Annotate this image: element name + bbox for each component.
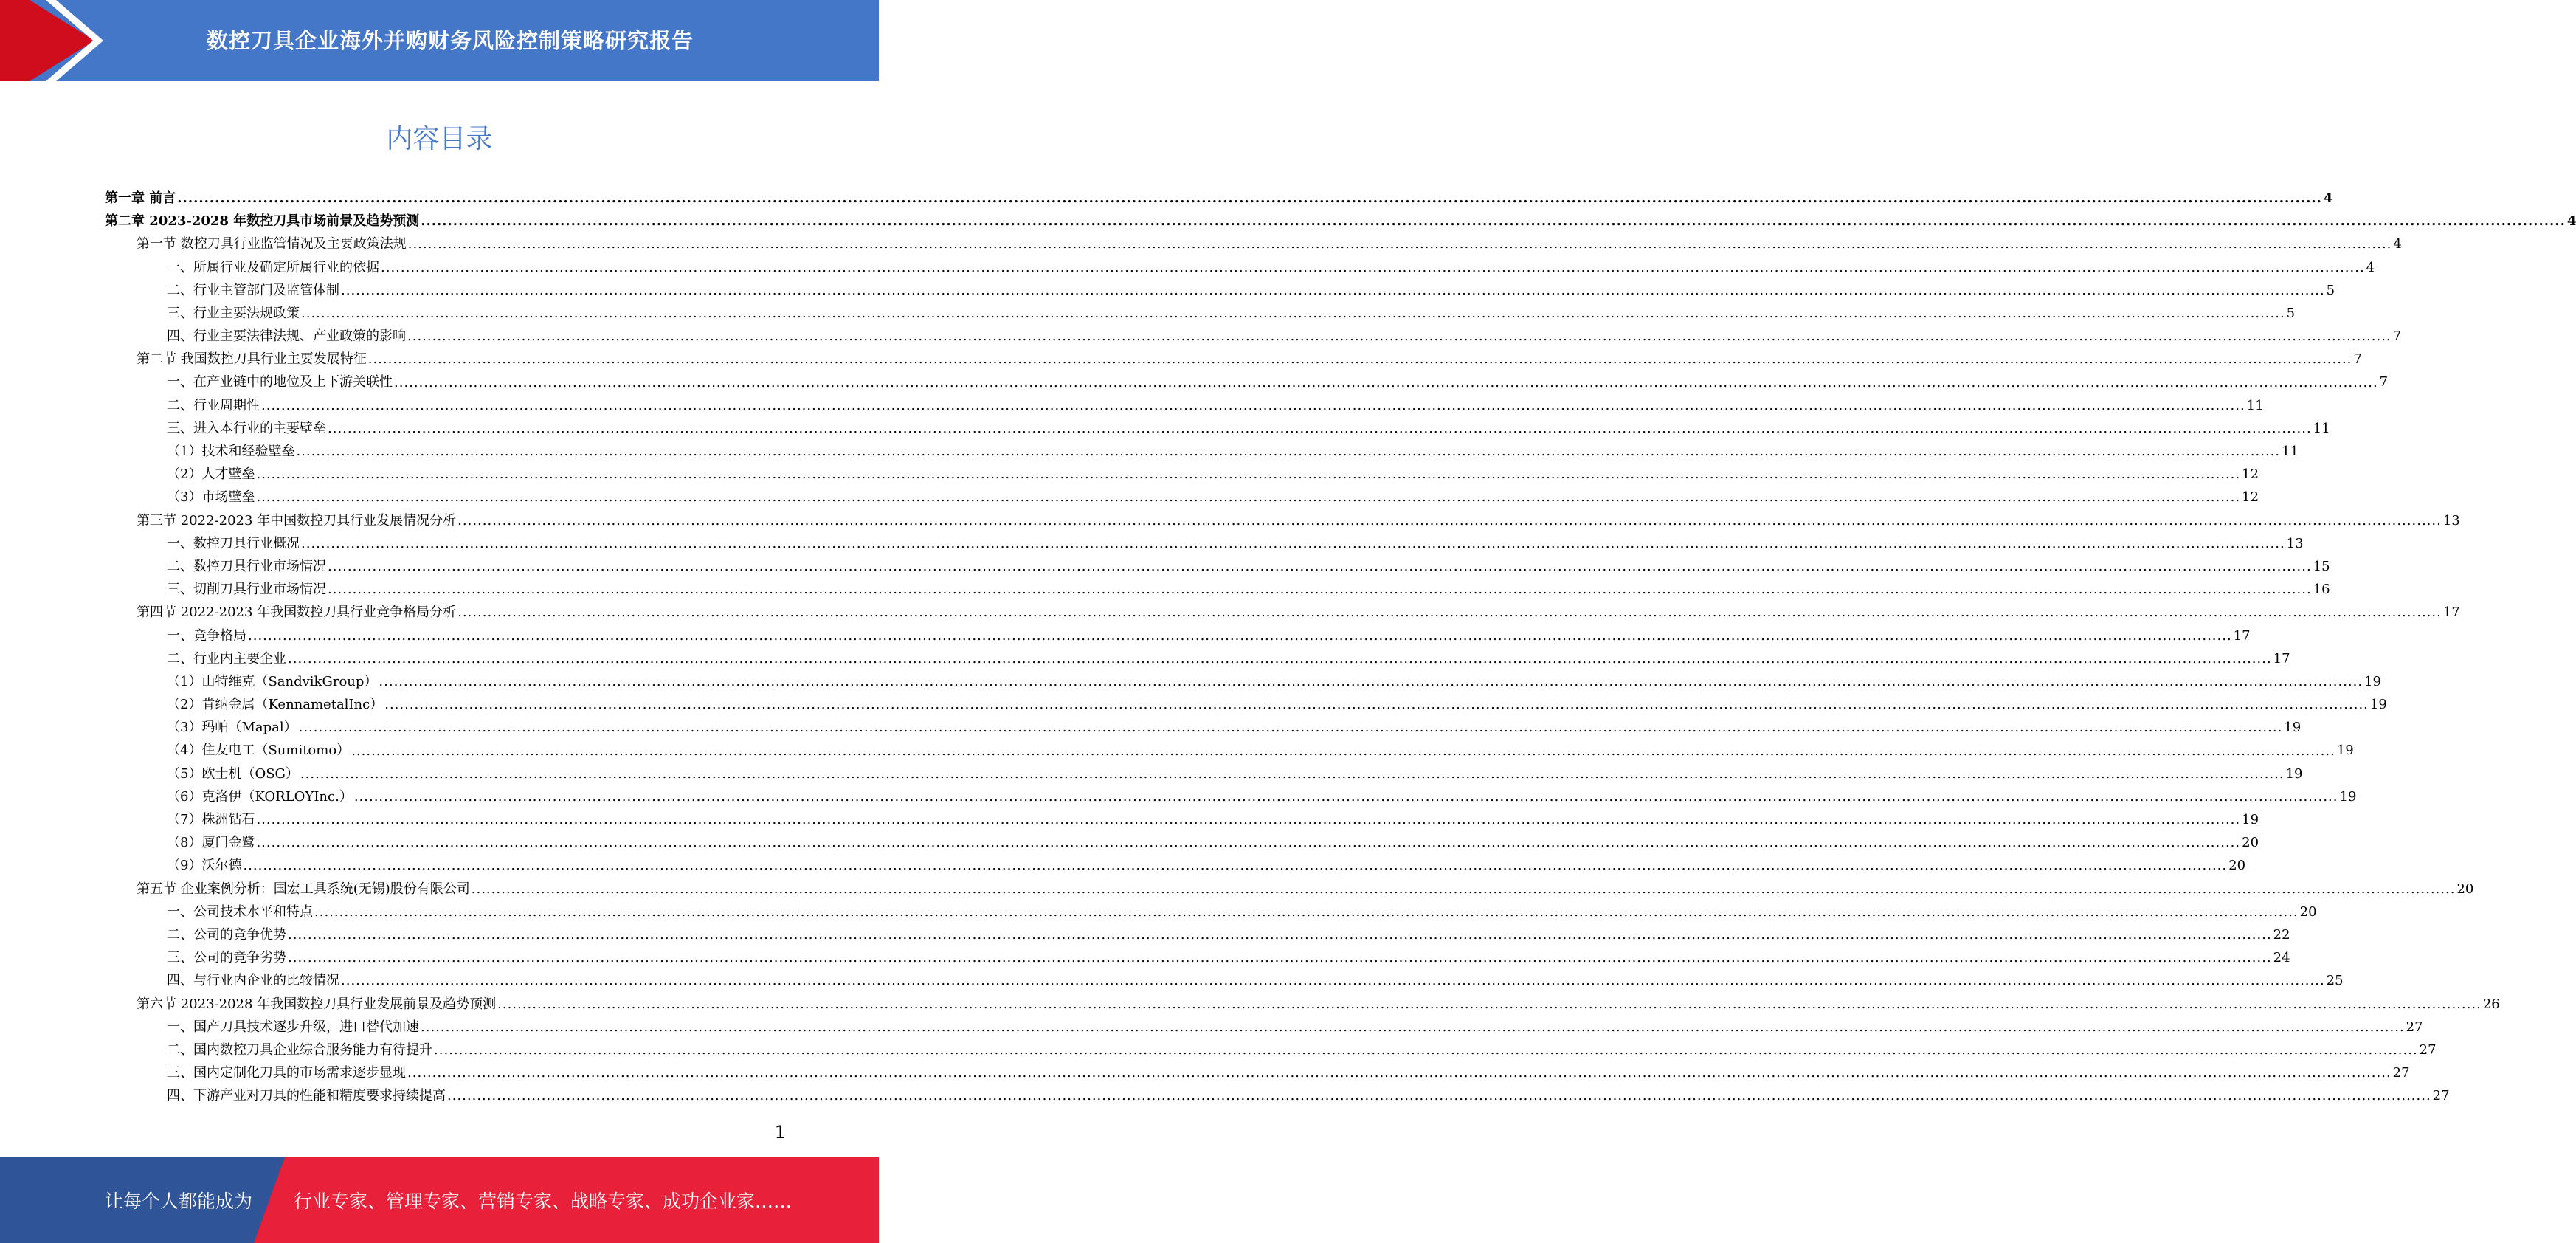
toc-entry-page: 27 [2406, 1019, 2423, 1035]
footer-slant [254, 1157, 285, 1243]
toc-entry-label: 第二章 2023-2028 年数控刀具市场前景及趋势预测 [105, 213, 420, 230]
toc-entry-label: 一、所属行业及确定所属行业的依据 [167, 259, 379, 275]
toc-leader-dots: ................................................................................................................................................................................................................................................................................................................................................................................................................ [421, 1019, 2405, 1035]
toc-entry-label: 二、行业主管部门及监管体制 [167, 282, 339, 298]
toc-leader-dots: ................................................................................................................................................................................................................................................................................................................................................................................................................ [434, 1041, 2418, 1058]
toc-leader-dots: ................................................................................................................................................................................................................................................................................................................................................................................................................ [296, 444, 2281, 460]
toc-entry[interactable] [105, 647, 2290, 670]
toc-entry-label: （2）肯纳金属（KennametalInc） [167, 697, 384, 713]
footer-banner [0, 1157, 879, 1243]
toc-entry-label: 第一节 数控刀具行业监管情况及主要政策法规 [137, 236, 407, 252]
toc-entry-page: 27 [2419, 1041, 2437, 1058]
toc-entry-page: 16 [2313, 582, 2330, 598]
toc-entry-page: 11 [2246, 397, 2264, 413]
toc-leader-dots: ................................................................................................................................................................................................................................................................................................................................................................................................................ [288, 950, 2272, 966]
toc-leader-dots: ................................................................................................................................................................................................................................................................................................................................................................................................................ [177, 190, 2322, 206]
toc-leader-dots: ................................................................................................................................................................................................................................................................................................................................................................................................................ [256, 835, 2241, 851]
toc-leader-dots: ................................................................................................................................................................................................................................................................................................................................................................................................................ [379, 673, 2363, 689]
toc-entry[interactable] [105, 371, 2389, 394]
toc-entry-page: 5 [2286, 305, 2296, 321]
toc-entry-label: 二、公司的竞争优势 [167, 926, 286, 943]
toc-entry-label: 四、下游产业对刀具的性能和精度要求持续提高 [167, 1088, 446, 1104]
toc-entry[interactable] [105, 993, 2500, 1016]
toc-entry-page: 13 [2286, 535, 2304, 551]
toc-entry-page: 4 [2566, 213, 2576, 230]
toc-entry[interactable] [105, 187, 2333, 210]
toc-entry[interactable] [105, 946, 2290, 969]
toc-leader-dots: ................................................................................................................................................................................................................................................................................................................................................................................................................ [256, 466, 2241, 483]
toc-entry-page: 19 [2336, 743, 2354, 759]
toc-leader-dots: ................................................................................................................................................................................................................................................................................................................................................................................................................ [314, 903, 2299, 920]
toc-entry-label: 第四节 2022-2023 年我国数控刀具行业竞争格局分析 [137, 605, 457, 621]
toc-entry-label: 一、数控刀具行业概况 [167, 535, 300, 551]
toc-entry-label: 一、在产业链中的地位及上下游关联性 [167, 374, 393, 390]
toc-entry-label: （9）沃尔德 [167, 858, 242, 874]
toc-entry-page: 11 [2313, 420, 2330, 436]
toc-entry[interactable] [105, 740, 2354, 762]
toc-entry[interactable] [105, 624, 2251, 647]
toc-entry-page: 7 [2353, 351, 2362, 368]
toc-entry-page: 20 [2456, 881, 2474, 897]
toc-entry-label: 三、进入本行业的主要壁垒 [167, 420, 326, 436]
toc-entry-label: 四、行业主要法律法规、产业政策的影响 [167, 328, 406, 345]
toc-entry[interactable] [105, 785, 2357, 808]
toc-entry-label: 第五节 企业案例分析：国宏工具系统(无锡)股份有限公司 [137, 881, 470, 897]
toc-entry-label: （1）山特维克（SandvikGroup） [167, 673, 378, 689]
header-chevron-icon [46, 0, 112, 81]
toc-entry-label: 二、行业内主要企业 [167, 650, 286, 667]
toc-entry-label: 三、公司的竞争劣势 [167, 950, 286, 966]
toc-entry[interactable] [105, 325, 2402, 348]
toc-entry[interactable] [105, 969, 2344, 992]
toc-entry[interactable] [105, 1084, 2450, 1107]
toc-entry-label: 三、国内定制化刀具的市场需求逐步显现 [167, 1065, 406, 1081]
toc-leader-dots: ................................................................................................................................................................................................................................................................................................................................................................................................................ [301, 305, 2285, 321]
toc-entry-label: （4）住友电工（Sumitomo） [167, 743, 351, 759]
toc-entry[interactable] [105, 1016, 2423, 1039]
toc-leader-dots: ................................................................................................................................................................................................................................................................................................................................................................................................................ [447, 1088, 2431, 1104]
toc-entry[interactable] [105, 1039, 2437, 1061]
toc-leader-dots: ................................................................................................................................................................................................................................................................................................................................................................................................................ [351, 743, 2335, 759]
toc-leader-dots: ................................................................................................................................................................................................................................................................................................................................................................................................................ [341, 973, 2325, 989]
toc-leader-dots: ................................................................................................................................................................................................................................................................................................................................................................................................................ [421, 213, 2566, 230]
toc-entry[interactable] [105, 878, 2474, 901]
toc-entry-label: 二、数控刀具行业市场情况 [167, 558, 326, 574]
toc-entry[interactable] [105, 417, 2330, 440]
toc-entry[interactable] [105, 256, 2375, 279]
toc-leader-dots: ................................................................................................................................................................................................................................................................................................................................................................................................................ [243, 858, 2228, 874]
toc-entry[interactable] [105, 486, 2259, 509]
toc-entry[interactable] [105, 808, 2259, 831]
toc-entry-page: 24 [2273, 950, 2290, 966]
toc-entry-page: 7 [2379, 374, 2389, 390]
toc-entry-page: 15 [2313, 558, 2330, 574]
toc-entry-page: 19 [2285, 765, 2303, 782]
toc-entry[interactable] [105, 233, 2402, 255]
toc-entry-page: 20 [2242, 835, 2259, 851]
toc-entry[interactable] [105, 901, 2317, 923]
toc-entry[interactable] [105, 532, 2304, 555]
toc-entry-page: 7 [2392, 328, 2402, 345]
toc-entry-label: （2）人才壁垒 [167, 466, 255, 483]
toc-entry-page: 17 [2273, 650, 2290, 667]
toc-entry[interactable] [105, 923, 2290, 946]
toc-leader-dots: ................................................................................................................................................................................................................................................................................................................................................................................................................ [471, 881, 2456, 897]
toc-entry-label: 二、国内数控刀具企业综合服务能力有待提升 [167, 1041, 432, 1058]
header-title: 数控刀具企业海外并购财务风险控制策略研究报告 [206, 28, 694, 53]
toc-entry[interactable] [105, 348, 2362, 371]
toc-entry[interactable] [105, 578, 2330, 601]
toc-entry-page: 19 [2339, 788, 2357, 805]
toc-entry[interactable] [105, 279, 2335, 302]
toc-entry-label: （3）市场壁垒 [167, 489, 255, 506]
toc-leader-dots: ................................................................................................................................................................................................................................................................................................................................................................................................................ [301, 535, 2285, 551]
toc-leader-dots: ................................................................................................................................................................................................................................................................................................................................................................................................................ [256, 812, 2241, 828]
toc-entry-label: 三、切削刀具行业市场情况 [167, 582, 326, 598]
toc-leader-dots: ................................................................................................................................................................................................................................................................................................................................................................................................................ [300, 765, 2285, 782]
toc-entry-page: 26 [2482, 996, 2500, 1012]
toc-entry-page: 4 [2323, 190, 2333, 206]
toc-entry-page: 17 [2233, 627, 2251, 644]
toc-leader-dots: ................................................................................................................................................................................................................................................................................................................................................................................................................ [288, 927, 2272, 943]
toc-entry-label: （6）克洛伊（KORLOYInc.） [167, 788, 353, 805]
toc-leader-dots: ................................................................................................................................................................................................................................................................................................................................................................................................................ [384, 697, 2369, 713]
toc-title: 内容目录 [386, 124, 493, 154]
toc-entry[interactable] [105, 693, 2387, 716]
toc-entry-page: 20 [2228, 858, 2246, 874]
toc-entry-label: 第一章 前言 [105, 190, 176, 206]
toc-leader-dots: ................................................................................................................................................................................................................................................................................................................................................................................................................ [341, 282, 2325, 298]
toc-entry-page: 20 [2299, 903, 2317, 920]
toc-entry[interactable] [105, 854, 2246, 877]
toc-leader-dots: ................................................................................................................................................................................................................................................................................................................................................................................................................ [394, 374, 2378, 390]
toc-entry[interactable] [105, 302, 2296, 325]
toc-leader-dots: ................................................................................................................................................................................................................................................................................................................................................................................................................ [328, 420, 2312, 436]
toc-entry[interactable] [105, 210, 2576, 233]
toc-entry-page: 4 [2366, 259, 2375, 275]
toc-entry-label: 四、与行业内企业的比较情况 [167, 973, 339, 989]
toc-leader-dots: ................................................................................................................................................................................................................................................................................................................................................................................................................ [328, 582, 2312, 598]
toc-leader-dots: ................................................................................................................................................................................................................................................................................................................................................................................................................ [457, 605, 2442, 621]
toc-entry-page: 11 [2282, 444, 2299, 460]
toc-leader-dots: ................................................................................................................................................................................................................................................................................................................................................................................................................ [261, 397, 2245, 413]
toc-entry-label: （1）技术和经验壁垒 [167, 444, 295, 460]
toc-entry-label: 第二节 我国数控刀具行业主要发展特征 [137, 351, 367, 368]
toc-leader-dots: ................................................................................................................................................................................................................................................................................................................................................................................................................ [288, 650, 2272, 667]
toc-entry-page: 4 [2393, 236, 2402, 252]
toc-entry-page: 19 [2284, 720, 2302, 736]
toc-leader-dots: ................................................................................................................................................................................................................................................................................................................................................................................................................ [256, 489, 2241, 506]
toc-entry-page: 22 [2273, 926, 2290, 943]
toc-entry-label: 第三节 2022-2023 年中国数控刀具行业发展情况分析 [137, 512, 457, 528]
toc-leader-dots: ................................................................................................................................................................................................................................................................................................................................................................................................................ [407, 1065, 2392, 1081]
toc-entry-page: 19 [2364, 673, 2381, 689]
toc-leader-dots: ................................................................................................................................................................................................................................................................................................................................................................................................................ [457, 512, 2442, 528]
table-of-contents [105, 187, 2576, 1108]
page-number: 1 [774, 1122, 786, 1143]
footer-slogan-right: 行业专家、管理专家、营销专家、战略专家、成功企业家…… [294, 1191, 793, 1212]
toc-leader-dots: ................................................................................................................................................................................................................................................................................................................................................................................................................ [497, 996, 2482, 1012]
toc-entry-page: 12 [2242, 489, 2259, 506]
toc-entry-page: 17 [2442, 605, 2460, 621]
header-red-block [0, 0, 30, 81]
footer-slogan-left: 让每个人都能成为 [105, 1191, 253, 1212]
toc-entry[interactable] [105, 831, 2259, 854]
toc-entry[interactable] [105, 670, 2381, 693]
toc-entry[interactable] [105, 762, 2303, 785]
toc-leader-dots: ................................................................................................................................................................................................................................................................................................................................................................................................................ [298, 720, 2283, 736]
toc-entry-page: 19 [2242, 812, 2259, 828]
toc-leader-dots: ................................................................................................................................................................................................................................................................................................................................................................................................................ [381, 259, 2365, 275]
toc-entry-page: 25 [2326, 973, 2344, 989]
toc-entry-page: 27 [2392, 1065, 2410, 1081]
toc-entry-page: 5 [2326, 282, 2335, 298]
toc-entry-page: 27 [2432, 1088, 2450, 1104]
toc-entry[interactable] [105, 716, 2302, 739]
toc-entry[interactable] [105, 1061, 2410, 1084]
toc-entry[interactable] [105, 463, 2259, 486]
toc-entry-label: 一、国产刀具技术逐步升级，进口替代加速 [167, 1019, 419, 1035]
toc-entry-label: （5）欧士机（OSG） [167, 765, 299, 782]
toc-entry-label: （7）株洲钻石 [167, 812, 255, 828]
toc-entry-label: 二、行业周期性 [167, 397, 260, 413]
toc-entry[interactable] [105, 555, 2330, 578]
toc-entry[interactable] [105, 601, 2460, 624]
toc-leader-dots: ................................................................................................................................................................................................................................................................................................................................................................................................................ [407, 236, 2392, 252]
toc-entry-label: 一、竞争格局 [167, 627, 246, 644]
toc-leader-dots: ................................................................................................................................................................................................................................................................................................................................................................................................................ [248, 627, 2232, 644]
toc-entry-label: 一、公司技术水平和特点 [167, 903, 313, 920]
toc-leader-dots: ................................................................................................................................................................................................................................................................................................................................................................................................................ [328, 559, 2312, 574]
toc-entry-page: 12 [2242, 466, 2259, 483]
toc-entry[interactable] [105, 509, 2460, 532]
toc-entry-label: （3）玛帕（Mapal） [167, 720, 297, 736]
toc-entry-label: （8）厦门金鹭 [167, 835, 255, 851]
toc-entry[interactable] [105, 394, 2264, 417]
header-banner [0, 0, 879, 81]
toc-leader-dots: ................................................................................................................................................................................................................................................................................................................................................................................................................ [367, 351, 2352, 368]
toc-entry-label: 三、行业主要法规政策 [167, 305, 300, 321]
toc-leader-dots: ................................................................................................................................................................................................................................................................................................................................................................................................................ [407, 328, 2392, 345]
toc-entry-label: 第六节 2023-2028 年我国数控刀具行业发展前景及趋势预测 [137, 996, 497, 1012]
toc-entry[interactable] [105, 440, 2299, 463]
toc-entry-page: 13 [2442, 512, 2460, 528]
toc-leader-dots: ................................................................................................................................................................................................................................................................................................................................................................................................................ [353, 788, 2338, 805]
toc-entry-page: 19 [2369, 697, 2387, 713]
